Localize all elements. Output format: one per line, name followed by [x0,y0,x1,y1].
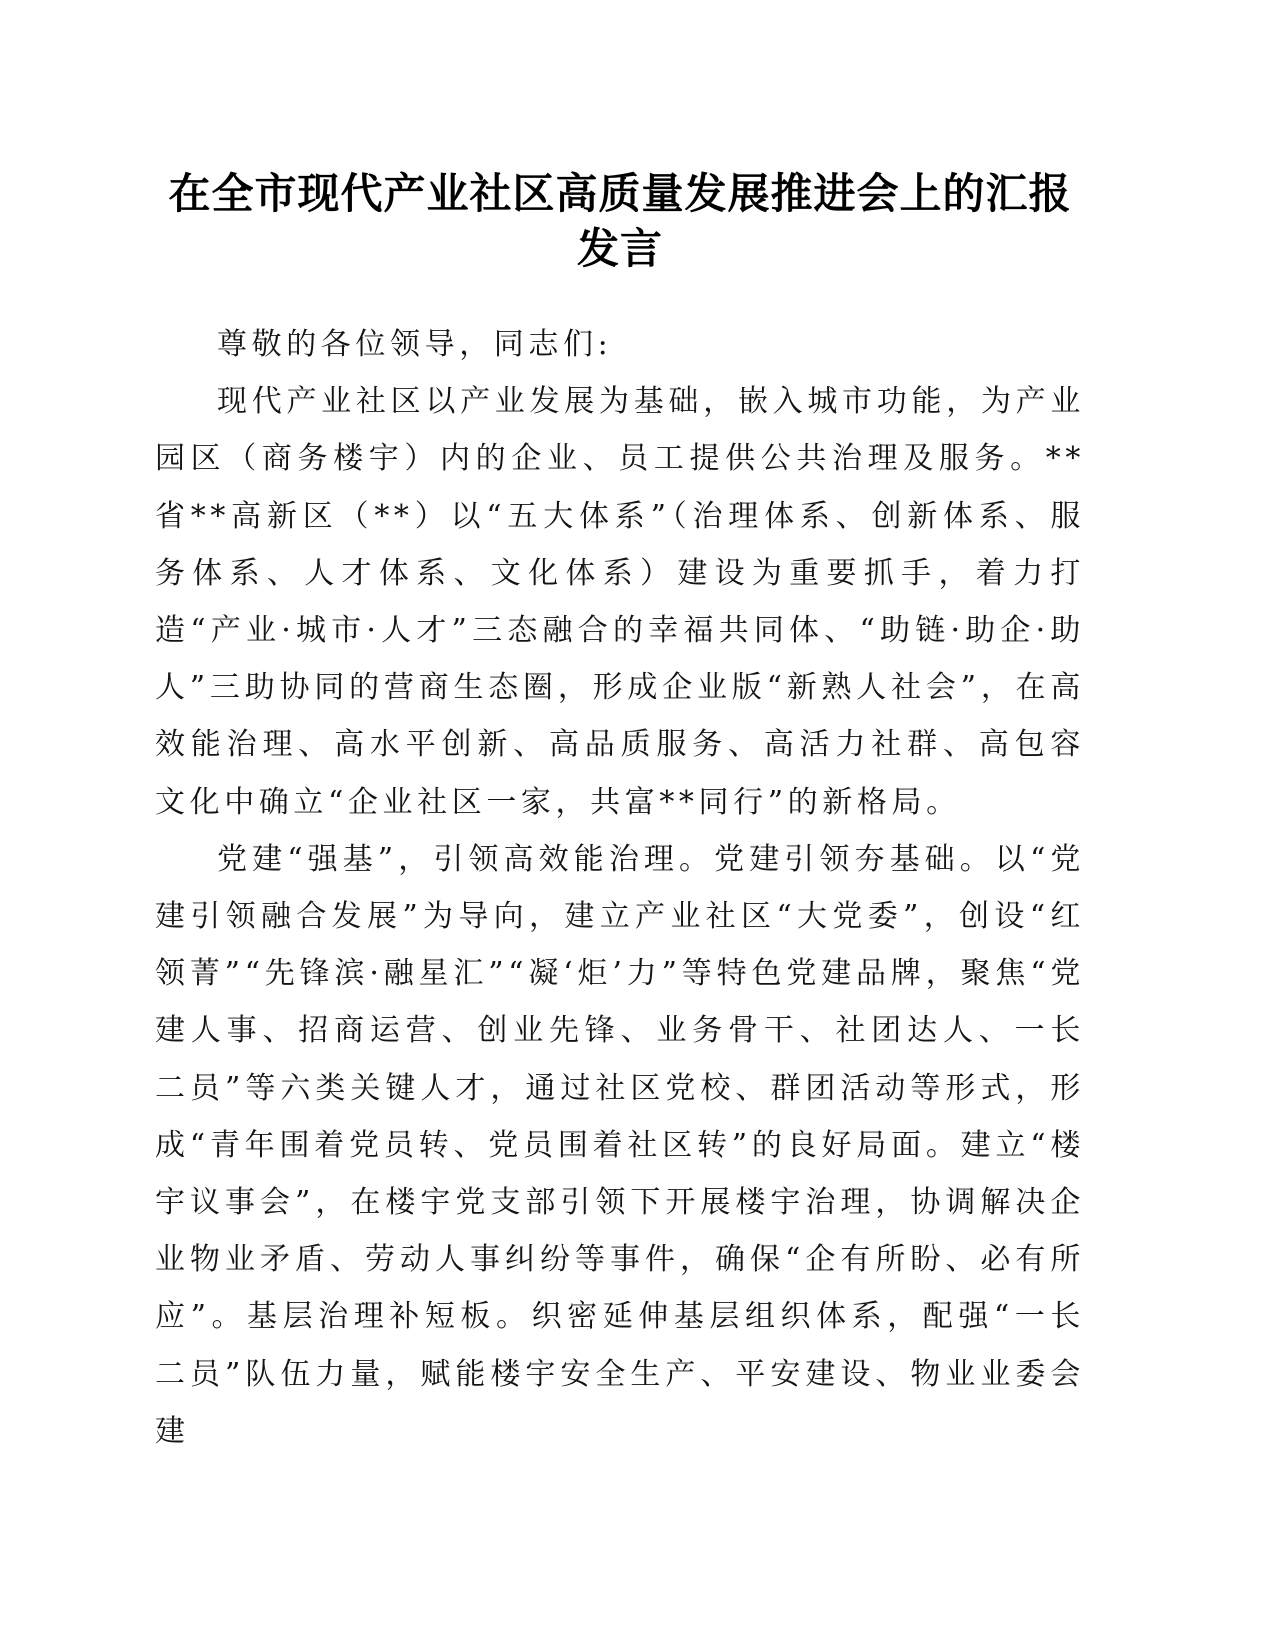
document-body [155,316,1085,1460]
paragraph-party-building: 党建“强基”，引领高效能治理。党建引领夯基础。以“党建引领融合发展”为导向，建立产业社区“大党委”，创设“红领菁”“先锋滨·融星汇”“凝‘炬’力”等特色党建品牌，聚焦“党建人事、招商运营、创业先锋、业务骨干、社团达人、一长二员”等六类关键人才，通过社区党校、群团活动等形式，形成“青年围着党员转、党员围着社区转”的良好局面。建立“楼宇议事会”，在楼宇党支部引领下开展楼宇治理，协调解决企业物业矛盾、劳动人事纠纷等事件，确保“企有所盼、必有所应”。基层治理补短板。织密延伸基层组织体系，配强“一长二员”队伍力量，赋能楼宇安全生产、平安建设、物业业委会建 [155,841,1085,1449]
document-title: 在全市现代产业社区高质量发展推进会上的汇报发言 [168,169,1072,273]
salutation: 尊敬的各位领导，同志们: [217,327,613,362]
paragraph-intro: 现代产业社区以产业发展为基础，嵌入城市功能，为产业园区（商务楼宇）内的企业、员工提供公共治理及服务。**省**高新区（**）以“五大体系”（治理体系、创新体系、服务体系、人才体系、文化体系）建设为重要抓手，着力打造“产业·城市·人才”三态融合的幸福共同体、“助链·助企·助人”三助协同的营商生态圈，形成企业版“新熟人社会”，在高效能治理、高水平创新、高品质服务、高活力社群、高包容文化中确立“企业社区一家，共富**同行”的新格局。 [155,384,1085,820]
